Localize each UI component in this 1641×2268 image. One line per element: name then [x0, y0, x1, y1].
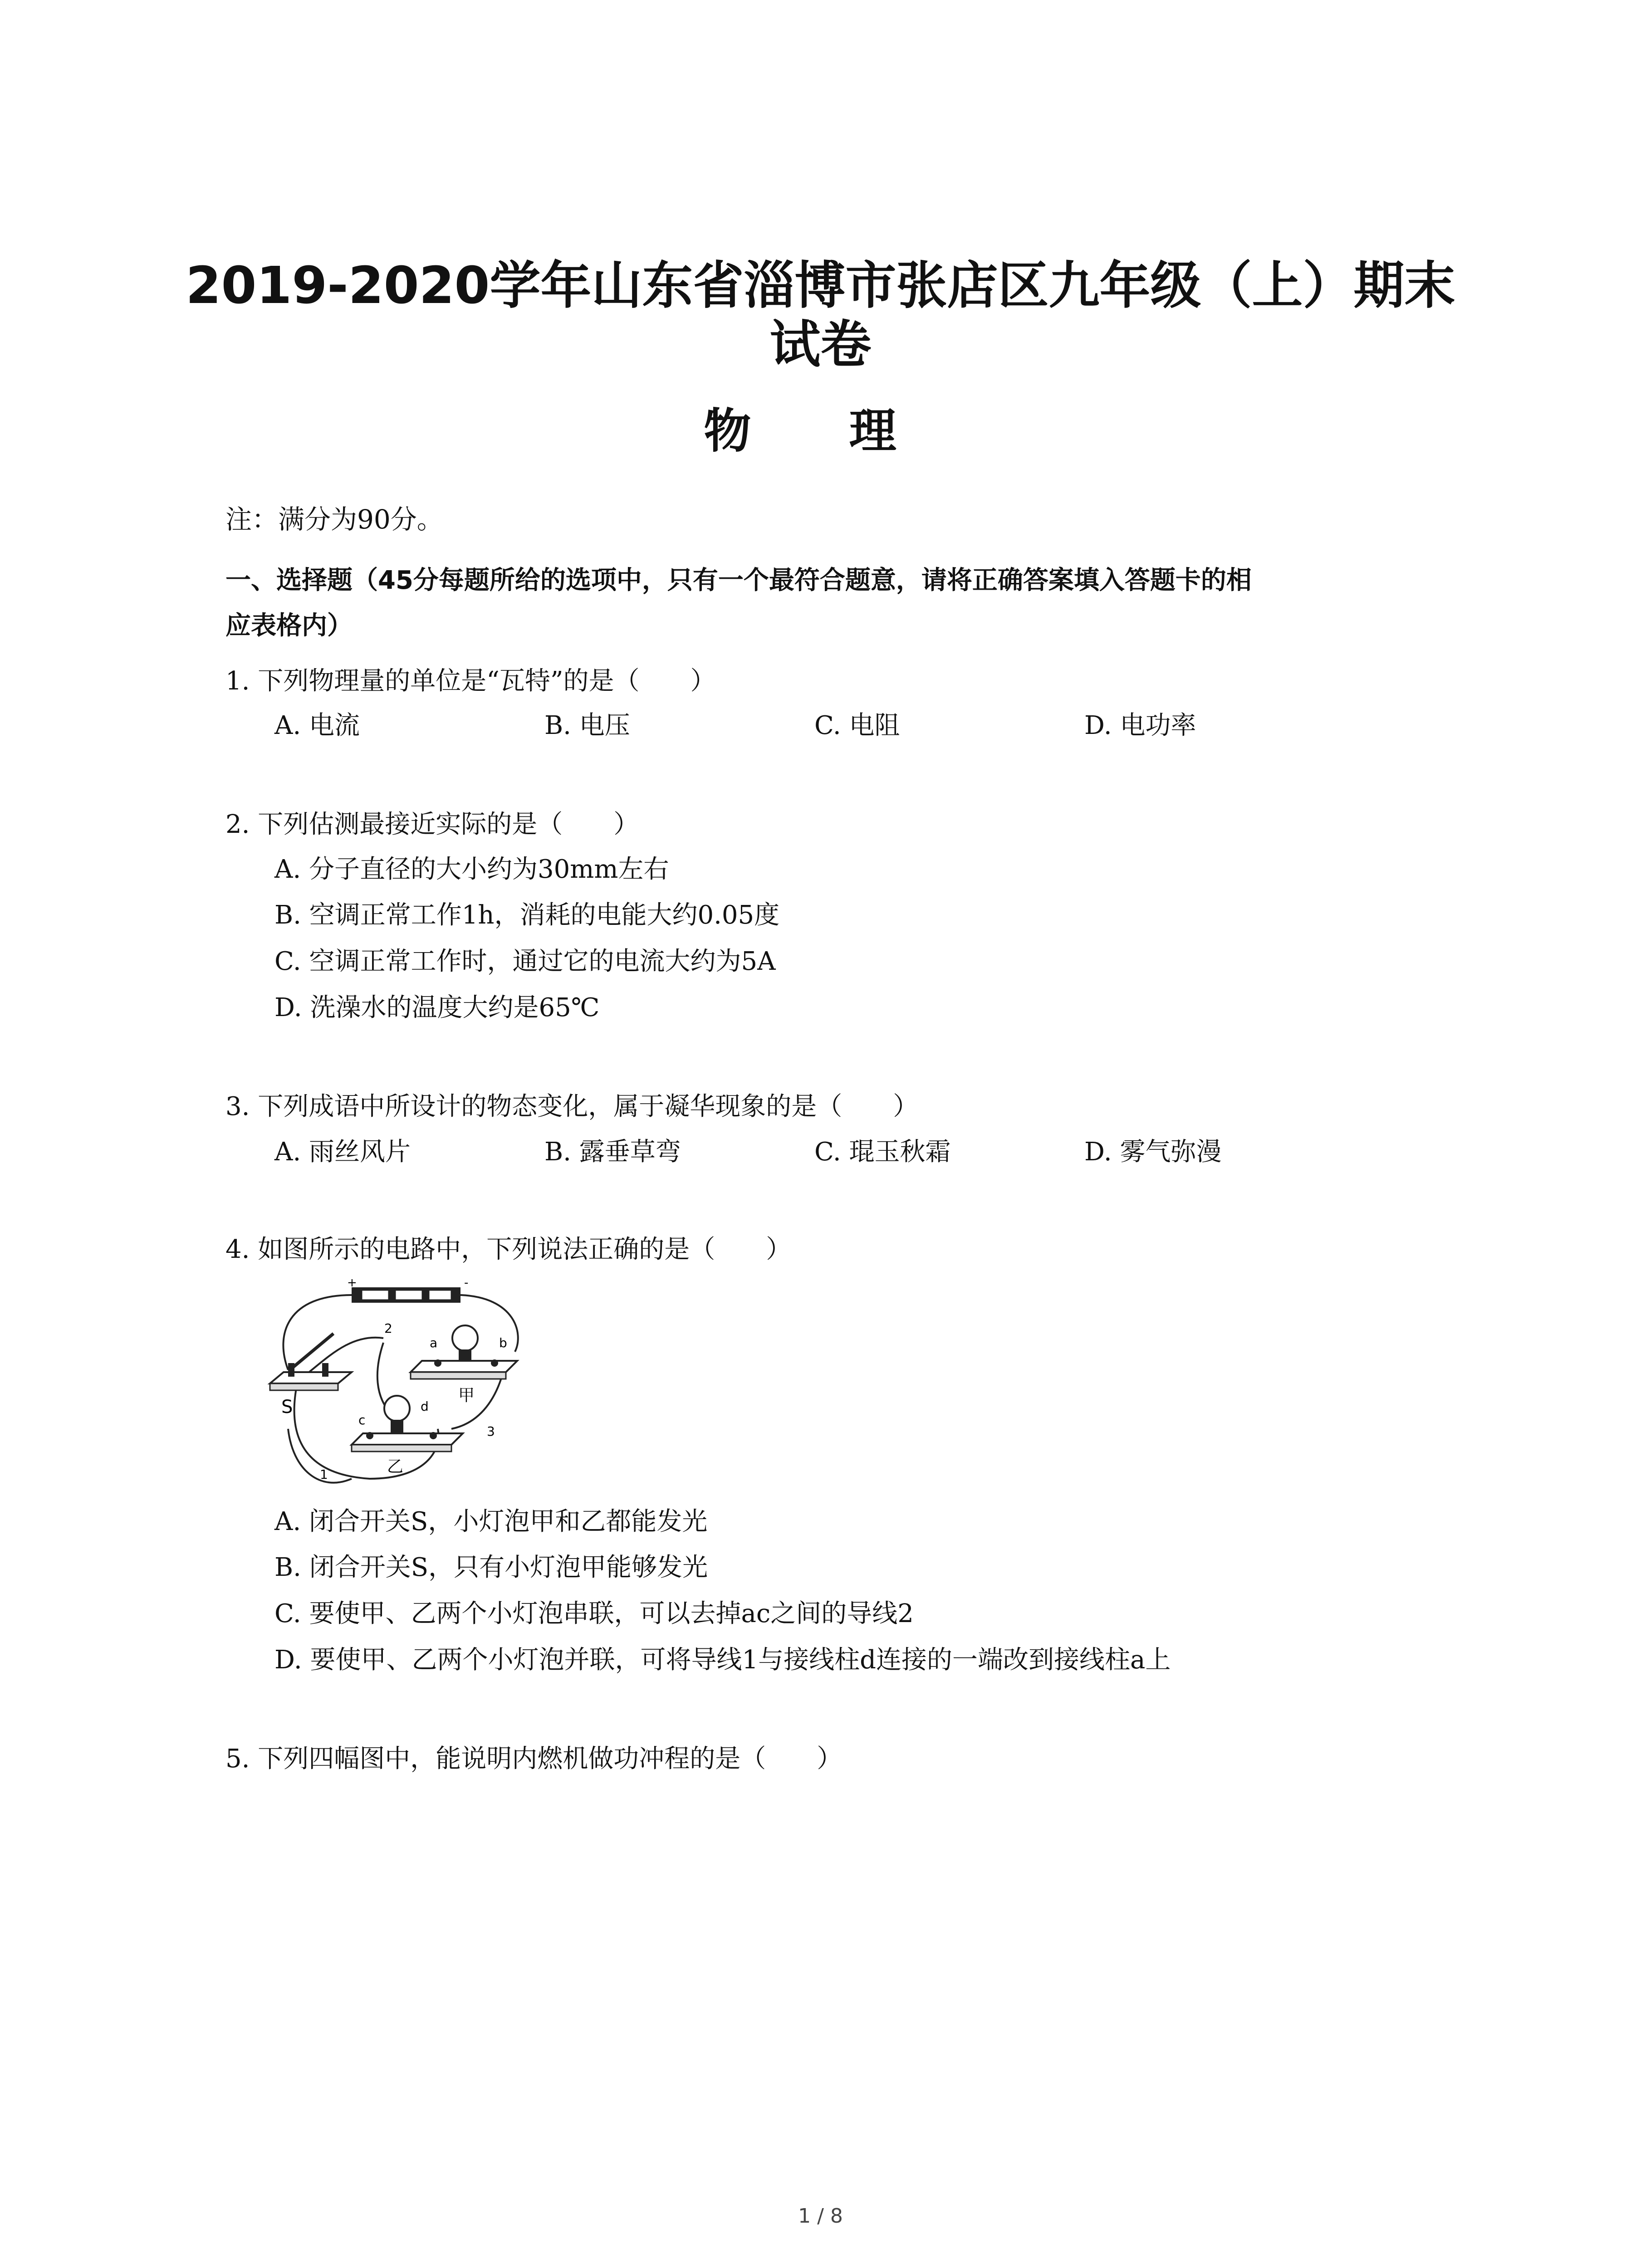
wire-3-label: 3: [487, 1424, 495, 1439]
battery-minus-label: -: [464, 1279, 469, 1290]
question-1-stem: 1. 下列物理量的单位是“瓦特”的是（ ）: [225, 666, 716, 696]
score-note: 注：满分为90分。: [225, 504, 443, 535]
question-3-option-d: D. 雾气弥漫: [1084, 1137, 1222, 1167]
question-2-option-c: C. 空调正常工作时，通过它的电流大约为5A: [274, 947, 776, 976]
section-heading-line2: 应表格内）: [225, 611, 353, 640]
question-4-option-c: C. 要使甲、乙两个小灯泡串联，可以去掉ac之间的导线2: [274, 1599, 914, 1628]
switch-label: S: [281, 1397, 293, 1418]
lamp-yi-label: 乙: [387, 1457, 404, 1476]
page-number: 1 / 8: [798, 2204, 843, 2228]
question-4-stem: 4. 如图所示的电路中，下列说法正确的是（ ）: [225, 1235, 792, 1264]
question-2-stem: 2. 下列估测最接近实际的是（ ）: [225, 810, 639, 839]
question-3-option-c: C. 琨玉秋霜: [814, 1137, 951, 1167]
question-5-stem: 5. 下列四幅图中，能说明内燃机做功冲程的是（ ）: [225, 1744, 843, 1774]
question-2-option-a: A. 分子直径的大小约为30mm左右: [274, 855, 669, 884]
wire-2-label: 2: [384, 1321, 392, 1336]
terminal-d-label: d: [421, 1399, 429, 1414]
question-1-option-c: C. 电阻: [814, 711, 900, 740]
switch-board: [270, 1334, 352, 1418]
exam-title-line2: 试卷: [769, 315, 872, 374]
battery-plus-label: +: [347, 1279, 357, 1290]
lamp-jia: [411, 1325, 517, 1405]
question-1-option-d: D. 电功率: [1084, 711, 1196, 740]
question-1-option-a: A. 电流: [274, 711, 360, 740]
lamp-yi: [352, 1396, 463, 1476]
section-heading-line1: 一、选择题（45分每题所给的选项中，只有一个最符合题意，请将正确答案填入答题卡的相: [225, 566, 1252, 595]
circuit-diagram: [261, 1279, 533, 1497]
subject-heading: 物 理: [704, 403, 937, 459]
lamp-jia-label: 甲: [458, 1386, 475, 1405]
question-4-option-a: A. 闭合开关S，小灯泡甲和乙都能发光: [274, 1507, 708, 1536]
terminal-c-label: c: [358, 1413, 366, 1427]
question-3-stem: 3. 下列成语中所设计的物态变化，属于凝华现象的是（ ）: [225, 1092, 919, 1121]
question-4-option-d: D. 要使甲、乙两个小灯泡并联，可将导线1与接线柱d连接的一端改到接线柱a上: [274, 1645, 1171, 1675]
question-2-option-d: D. 洗澡水的温度大约是65℃: [274, 993, 600, 1022]
exam-title-line1: 2019-2020学年山东省淄博市张店区九年级（上）期末: [186, 256, 1455, 315]
wire-1-label: 1: [320, 1467, 328, 1482]
question-4-option-b: B. 闭合开关S，只有小灯泡甲能够发光: [274, 1553, 708, 1582]
question-1-option-b: B. 电压: [544, 711, 630, 740]
terminal-a-label: a: [430, 1335, 438, 1350]
terminal-b-label: b: [499, 1335, 507, 1350]
battery: [347, 1279, 468, 1303]
question-2-option-b: B. 空调正常工作1h，消耗的电能大约0.05度: [274, 900, 780, 930]
question-3-option-b: B. 露垂草弯: [544, 1137, 681, 1167]
question-3-option-a: A. 雨丝风片: [274, 1137, 411, 1167]
